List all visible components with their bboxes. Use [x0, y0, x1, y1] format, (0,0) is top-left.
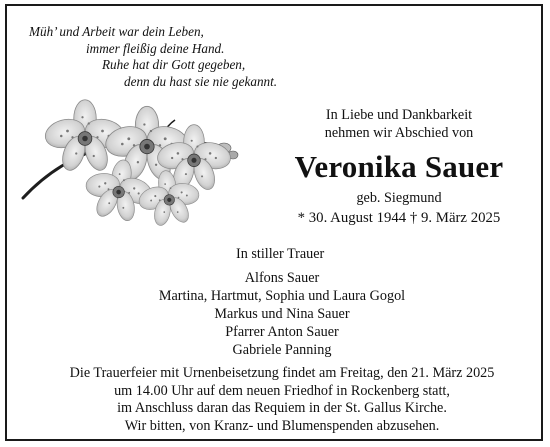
intro-text	[265, 106, 533, 142]
mourner-name: Martina, Hartmut, Sophia und Laura Gogol	[158, 288, 406, 304]
notice-line: Wir bitten, von Kranz- und Blumenspenden abzusehen.	[124, 417, 440, 434]
notice-line: Die Trauerfeier mit Urnenbeisetzung findet am Freitag, den 21. März 2025	[69, 365, 495, 381]
deceased-name: Veronika Sauer	[294, 149, 504, 184]
orchid-branch-icon	[19, 98, 244, 233]
mourner-name: Gabriele Panning	[232, 342, 332, 358]
poem-line: Müh’ und Arbeit war dein Leben,	[29, 24, 204, 39]
mourner-list	[112, 269, 452, 359]
maiden-name: geb. Siegmund	[356, 190, 442, 206]
poem-line: denn du hast sie nie gekannt.	[124, 73, 278, 89]
mourner-name: Markus und Nina Sauer	[214, 306, 350, 322]
poem-line: immer fleißig deine Hand.	[86, 40, 225, 56]
poem	[29, 24, 277, 90]
notice-line: um 14.00 Uhr auf dem neuen Friedhof in Rockenberg statt,	[114, 382, 450, 399]
mourning-title: In stiller Trauer	[236, 246, 325, 262]
mourner-name: Pfarrer Anton Sauer	[225, 324, 339, 340]
funeral-notice	[17, 365, 547, 435]
life-dates: * 30. August 1944 † 9. März 2025	[297, 210, 501, 226]
obituary-frame	[5, 4, 543, 441]
mourner-name: Alfons Sauer	[244, 270, 320, 286]
poem-line: Ruhe hat dir Gott gegeben,	[102, 57, 246, 72]
notice-line: im Anschluss daran das Requiem in der St. Gallus Kirche.	[117, 400, 447, 416]
intro-line: nehmen wir Abschied von	[324, 125, 474, 141]
intro-line: In Liebe und Dankbarkeit	[325, 107, 473, 123]
